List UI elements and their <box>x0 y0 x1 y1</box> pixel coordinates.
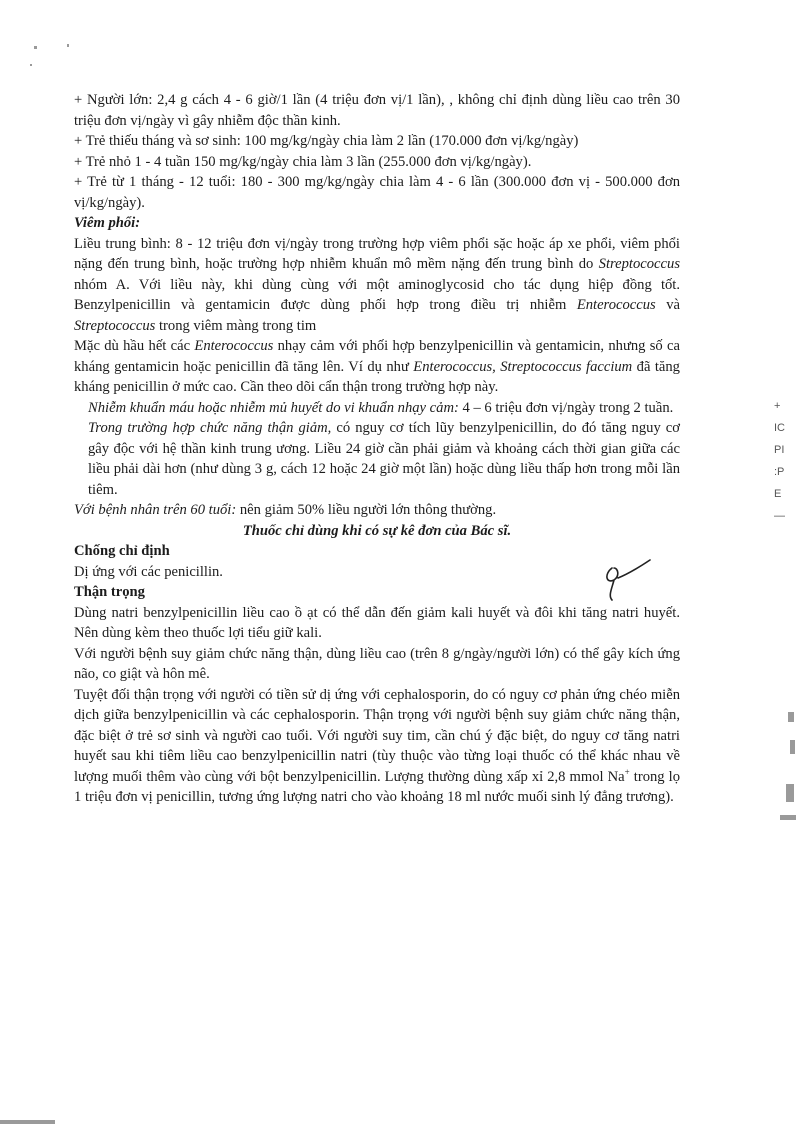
contraindications-heading: Chống chỉ định <box>74 543 170 559</box>
text-run: nên giảm 50% liều người lớn thông thường. <box>236 502 497 518</box>
italic-term: Với bệnh nhân trên 60 tuổi: <box>74 502 237 518</box>
sepsis-paragraph <box>74 398 680 419</box>
renal-paragraph <box>74 418 680 500</box>
italic-term: Enterococcus <box>194 338 274 354</box>
scan-speck <box>780 815 796 820</box>
prescription-note: Thuốc chỉ dùng khi có sự kê đơn của Bác sĩ. <box>242 522 512 539</box>
contraindications-text: Dị ứng với các penicillin. <box>74 563 223 580</box>
margin-marks <box>774 395 785 527</box>
margin-mark: IC <box>774 422 785 434</box>
scan-speck <box>30 64 32 66</box>
elderly-paragraph <box>74 500 680 521</box>
italic-term: Streptococcus <box>74 317 156 334</box>
dosage-item-children: + Trẻ từ 1 tháng - 12 tuổi: 180 - 300 mg/kg/ngày chia làm 4 - 6 lần (300.000 đơn vị - 500.000 đơn vị/kg/ngày). <box>74 174 680 211</box>
text-run: nhạy cảm với phối hợp benzylpenicillin và gentamicin, nhưng số ca kháng gentamicin hoặc penicillin đã tăng lên. Ví dụ như <box>74 338 680 375</box>
dosage-item-adults: + Người lớn: 2,4 g cách 4 - 6 giờ/1 lần (4 triệu đơn vị/1 lần), , không chỉ định dùng liều cao trên 30 triệu đơn vị/ngày vì gây nhiễm độc thần kinh. <box>74 92 680 129</box>
text-run: 4 – 6 triệu đơn vị/ngày trong 2 tuần. <box>458 399 674 416</box>
dosage-item-infants: + Trẻ nhỏ 1 - 4 tuần 150 mg/kg/ngày chia làm 3 lần (255.000 đơn vị/kg/ngày). <box>74 153 532 170</box>
text-run: đã tăng kháng penicillin ở mức cao. Cần theo dõi cẩn thận trong trường hợp này. <box>74 358 680 395</box>
scan-speck <box>790 740 795 754</box>
scan-speck <box>34 46 37 49</box>
pneumonia-heading: Viêm phổi: <box>74 215 141 231</box>
dosage-item-premature: + Trẻ thiếu tháng và sơ sinh: 100 mg/kg/ngày chia làm 2 lần (170.000 đơn vị/kg/ngày) <box>74 133 579 149</box>
text-run: và <box>655 297 680 313</box>
italic-term: Streptococcus <box>598 256 680 272</box>
precautions-paragraph-2: Với người bệnh suy giảm chức năng thận, dùng liều cao (trên 8 g/ngày/người lớn) có thể gây kích ứng não, co giật và hôn mê. <box>74 645 680 682</box>
precautions-paragraph-1: Dùng natri benzylpenicillin liều cao ồ ạt có thể dẫn đến giảm kali huyết và đôi khi tăng natri huyết. Nên dùng kèm theo thuốc lợi tiểu giữ kali. <box>74 604 680 641</box>
margin-mark: + <box>774 400 781 412</box>
scan-speck <box>786 784 794 802</box>
pneumonia-paragraph-1 <box>74 234 680 337</box>
italic-term: Enterococcus, Streptococcus faccium <box>413 358 633 375</box>
scan-speck <box>67 44 69 47</box>
text-run: Mặc dù hầu hết các <box>74 338 195 354</box>
precautions-heading: Thận trọng <box>74 584 145 600</box>
scan-speck <box>788 712 794 722</box>
text-run: trong lọ 1 triệu đơn vị penicillin, tương ứng lượng natri cho vào khoảng 18 ml nước muối sinh lý đẳng trương). <box>74 768 680 805</box>
dosage-list <box>74 90 680 213</box>
signature <box>598 556 658 606</box>
margin-mark: :P <box>774 466 785 478</box>
text-run: nhóm A. Với liều này, khi dùng cùng với một aminoglycosid cho tác dụng hiệp đồng tốt. Benzylpenicillin và gentamicin được dùng phối hợp trong điều trị nhiễm <box>74 276 680 313</box>
margin-mark: E <box>774 488 782 500</box>
text-run: có nguy cơ tích lũy benzylpenicillin, do đó tăng nguy cơ gây độc với hệ thần kinh trung ương. Liều 24 giờ cần phải giảm và khoảng cách thời gian giữa các liều phải dài hơn (như dùng 3 g, cách 12 hoặc 24 giờ một lần) hoặc dùng liều thấp hơn trong mỗi lần tiêm. <box>88 420 681 498</box>
pneumonia-paragraph-2 <box>74 336 680 398</box>
text-run: trong viêm màng trong tim <box>155 317 317 334</box>
italic-term: Enterococcus <box>576 297 656 313</box>
margin-mark: — <box>774 510 785 522</box>
text-run: Tuyệt đối thận trọng với người có tiền sử dị ứng với cephalosporin, do có nguy cơ phản ứng chéo miễn dịch giữa benzylpenicillin và các cephalosporin. Thận trọng với người bệnh suy giảm chức năng thận, đặc biệt ở trẻ sơ sinh và người cao tuổi. Với người suy tim, cần chú ý đặc biệt, do nguy cơ tăng natri huyết sau khi tiêm liều cao benzylpenicillin natri (tùy thuộc vào từng loại thuốc có thể khác nhau về lượng muối thêm vào cùng với bột benzylpenicillin. Lượng thường dùng xấp xỉ 2,8 mmol Na <box>74 686 680 785</box>
margin-mark: PI <box>774 444 785 456</box>
italic-term: Trong trường hợp chức năng thận giảm, <box>88 420 332 436</box>
superscript: + <box>624 766 630 777</box>
text-run: Liều trung bình: 8 - 12 triệu đơn vị/ngày trong trường hợp viêm phổi sặc hoặc áp xe phổi, viêm phổi nặng đến trung bình, hoặc trường hợp nhiễm khuẩn mô mềm nặng đến trung bình do <box>74 235 680 272</box>
precautions-paragraph-3 <box>74 685 680 808</box>
italic-term: Nhiễm khuẩn máu hoặc nhiễm mủ huyết do vi khuẩn nhạy cảm: <box>88 399 459 416</box>
scan-speck <box>0 1120 55 1124</box>
document-body <box>74 90 680 808</box>
